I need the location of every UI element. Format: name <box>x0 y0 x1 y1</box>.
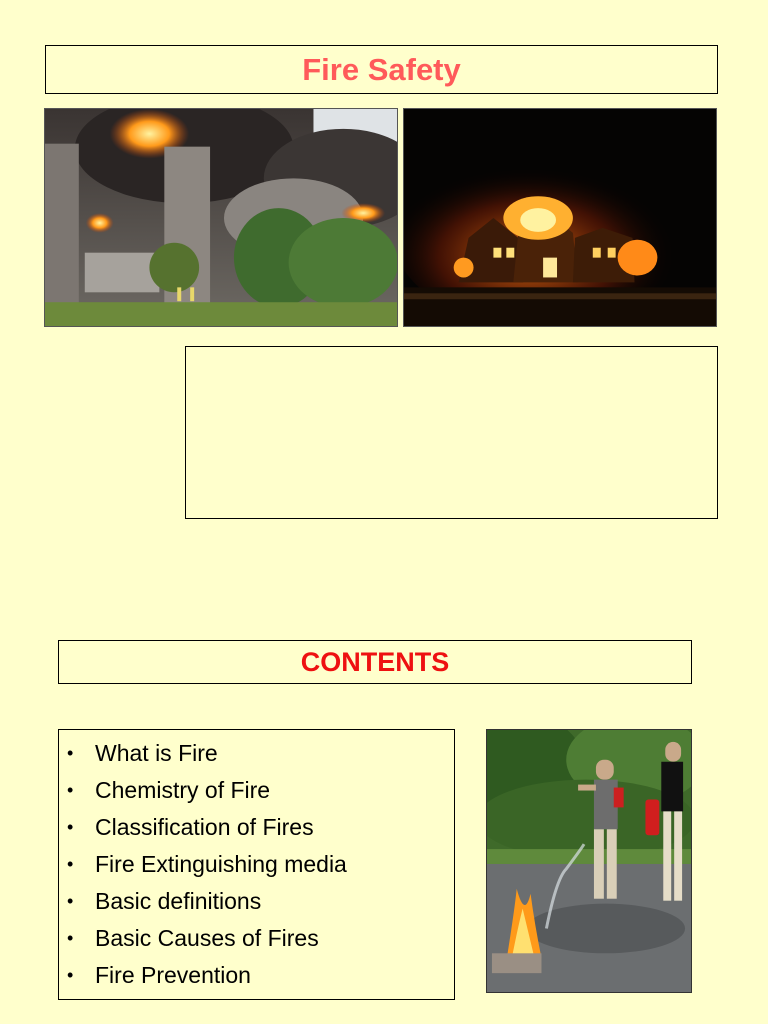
industrial-fire-photo <box>44 108 398 327</box>
list-item <box>59 772 347 809</box>
bullet-icon: • <box>67 854 74 874</box>
list-item-label: Fire Extinguishing media <box>95 851 347 877</box>
bullet-icon: • <box>67 743 74 763</box>
list-item-label: Basic definitions <box>95 888 262 914</box>
house-fire-night-photo <box>403 108 717 327</box>
list-item-label: Fire Prevention <box>95 962 251 988</box>
contents-list <box>59 735 347 994</box>
empty-text-box <box>185 346 718 519</box>
bullet-icon: • <box>67 928 74 948</box>
list-item <box>59 846 347 883</box>
list-item <box>59 883 347 920</box>
contents-heading: CONTENTS <box>300 646 450 677</box>
bullet-icon: • <box>67 817 74 837</box>
contents-list-box <box>58 729 455 1000</box>
list-item-label: Classification of Fires <box>95 814 314 840</box>
list-item <box>59 735 347 772</box>
list-item-label: Chemistry of Fire <box>95 777 271 803</box>
page-title: Fire Safety <box>302 51 461 87</box>
fire-extinguisher-training-photo <box>486 729 692 993</box>
bullet-icon: • <box>67 780 74 800</box>
list-item-label: Basic Causes of Fires <box>95 925 319 951</box>
list-item <box>59 809 347 846</box>
contents-heading-box <box>58 640 692 684</box>
bullet-icon: • <box>67 965 74 985</box>
title-box <box>45 45 718 94</box>
list-item <box>59 920 347 957</box>
list-item <box>59 957 347 994</box>
bullet-icon: • <box>67 891 74 911</box>
list-item-label: What is Fire <box>95 740 218 766</box>
